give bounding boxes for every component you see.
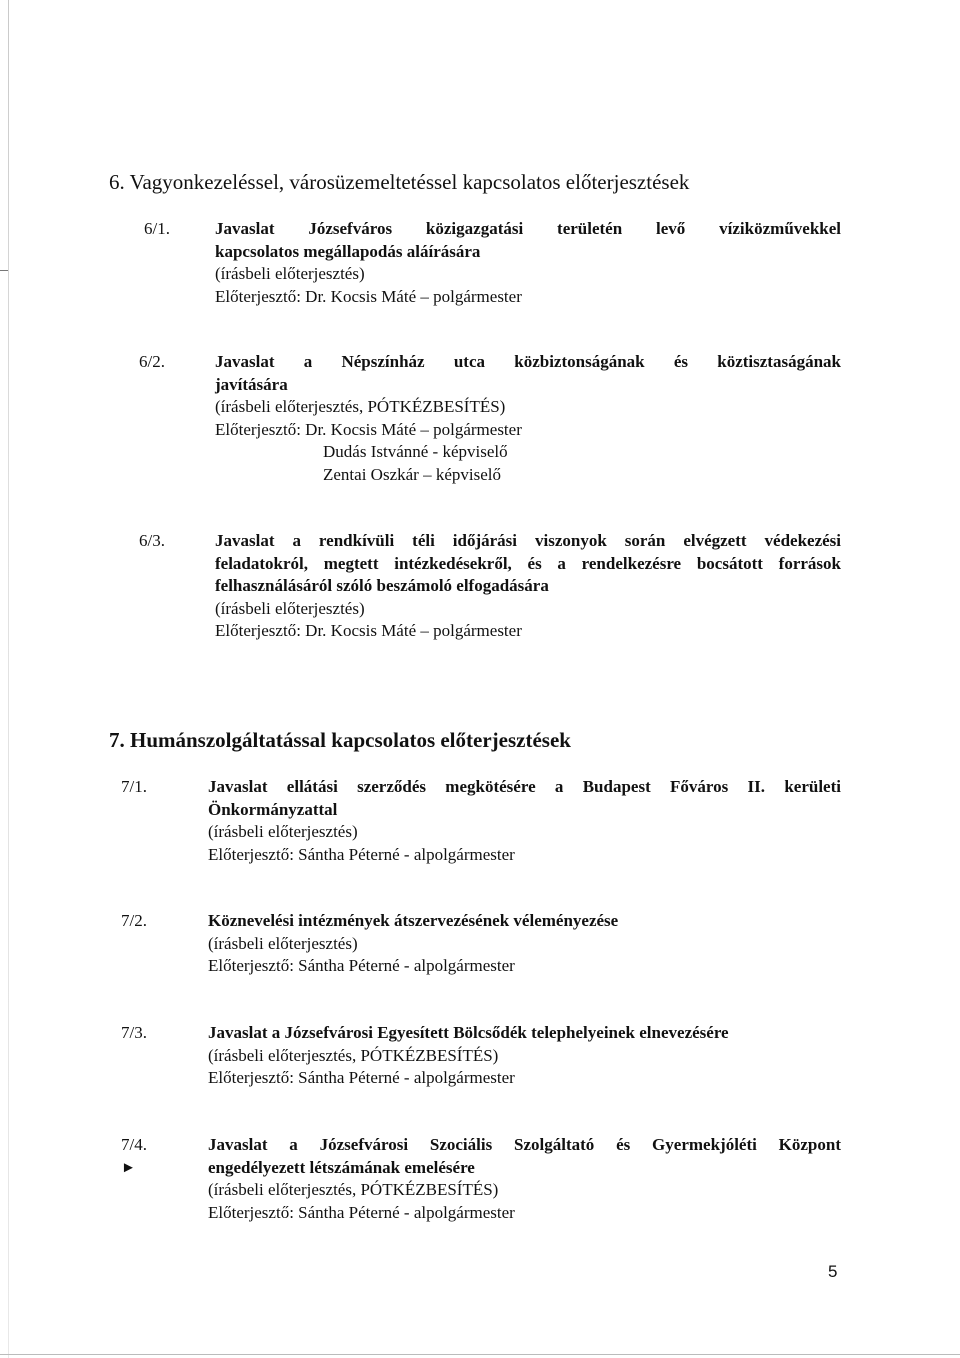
- item-presenter: Előterjesztő: Dr. Kocsis Máté – polgármester: [215, 621, 522, 640]
- item-presenter: Előterjesztő: Sántha Péterné - alpolgármester: [208, 956, 515, 975]
- item-number: 6/3.: [139, 531, 165, 550]
- item-title-line: engedélyezett létszámának emelésére: [208, 1157, 475, 1177]
- item-number: 7/3.: [121, 1023, 147, 1042]
- item-number: 7/4.: [121, 1135, 147, 1154]
- item-number: 6/2.: [139, 352, 165, 371]
- item-co-presenter: Dudás Istvánné - képviselő: [323, 442, 508, 461]
- item-note: (írásbeli előterjesztés): [208, 822, 358, 841]
- item-number: 7/1.: [121, 777, 147, 796]
- item-note: (írásbeli előterjesztés): [215, 264, 365, 283]
- page-number: 5: [828, 1262, 838, 1281]
- item-title-line: kapcsolatos megállapodás aláírására: [215, 241, 481, 261]
- item-title-line: Javaslat a rendkívüli téli időjárási viszonyok során elvégzett védekezési: [215, 531, 841, 550]
- scan-edge-line: [8, 0, 9, 1358]
- item-note: (írásbeli előterjesztés, PÓTKÉZBESÍTÉS): [208, 1180, 499, 1199]
- item-title-line: Javaslat a Józsefvárosi Egyesített Bölcsődék telephelyeinek elnevezésére: [208, 1023, 729, 1042]
- item-presenter: Előterjesztő: Sántha Péterné - alpolgármester: [208, 1202, 515, 1222]
- item-note: (írásbeli előterjesztés): [208, 933, 358, 953]
- item-title-line: Javaslat a Népszínház utca közbiztonságának és köztisztaságának: [215, 352, 841, 371]
- item-title-line: Javaslat Józsefváros közigazgatási területén levő víziközművekkel: [215, 219, 841, 238]
- item-title-line: javítására: [215, 374, 288, 394]
- item-title-line: feladatokról, megtett intézkedésekről, és a rendelkezésre bocsátott források: [215, 553, 841, 573]
- item-title-line: Javaslat ellátási szerződés megkötésére a Budapest Főváros II. kerületi: [208, 777, 841, 796]
- item-title-line: Köznevelési intézmények átszervezésének véleményezése: [208, 911, 619, 930]
- item-presenter: Előterjesztő: Dr. Kocsis Máté – polgármester: [215, 419, 522, 439]
- item-note: (írásbeli előterjesztés, PÓTKÉZBESÍTÉS): [215, 397, 506, 416]
- item-co-presenter: Zentai Oszkár – képviselő: [323, 464, 501, 484]
- item-note: (írásbeli előterjesztés, PÓTKÉZBESÍTÉS): [208, 1045, 499, 1065]
- item-presenter: Előterjesztő: Sántha Péterné - alpolgármester: [208, 1068, 515, 1087]
- item-title-line: Javaslat a Józsefvárosi Szociális Szolgáltató és Gyermekjóléti Központ: [208, 1135, 841, 1154]
- scan-edge-tick: [0, 270, 8, 271]
- scan-bottom-line: [0, 1354, 960, 1355]
- item-number: 7/2.: [121, 911, 147, 930]
- item-title-line: felhasználásáról szóló beszámoló elfogadására: [215, 576, 549, 595]
- item-presenter: Előterjesztő: Dr. Kocsis Máté – polgármester: [215, 286, 522, 306]
- section-heading-7: 7. Humánszolgáltatással kapcsolatos előterjesztések: [109, 728, 571, 752]
- item-note: (írásbeli előterjesztés): [215, 598, 365, 618]
- item-title-line: Önkormányzattal: [208, 799, 338, 819]
- item-presenter: Előterjesztő: Sántha Péterné - alpolgármester: [208, 844, 515, 864]
- item-number: 6/1.: [144, 219, 170, 238]
- arrow-marker-icon: ►: [121, 1160, 136, 1176]
- section-heading-6: 6. Vagyonkezeléssel, városüzemeltetéssel kapcsolatos előterjesztések: [109, 170, 690, 194]
